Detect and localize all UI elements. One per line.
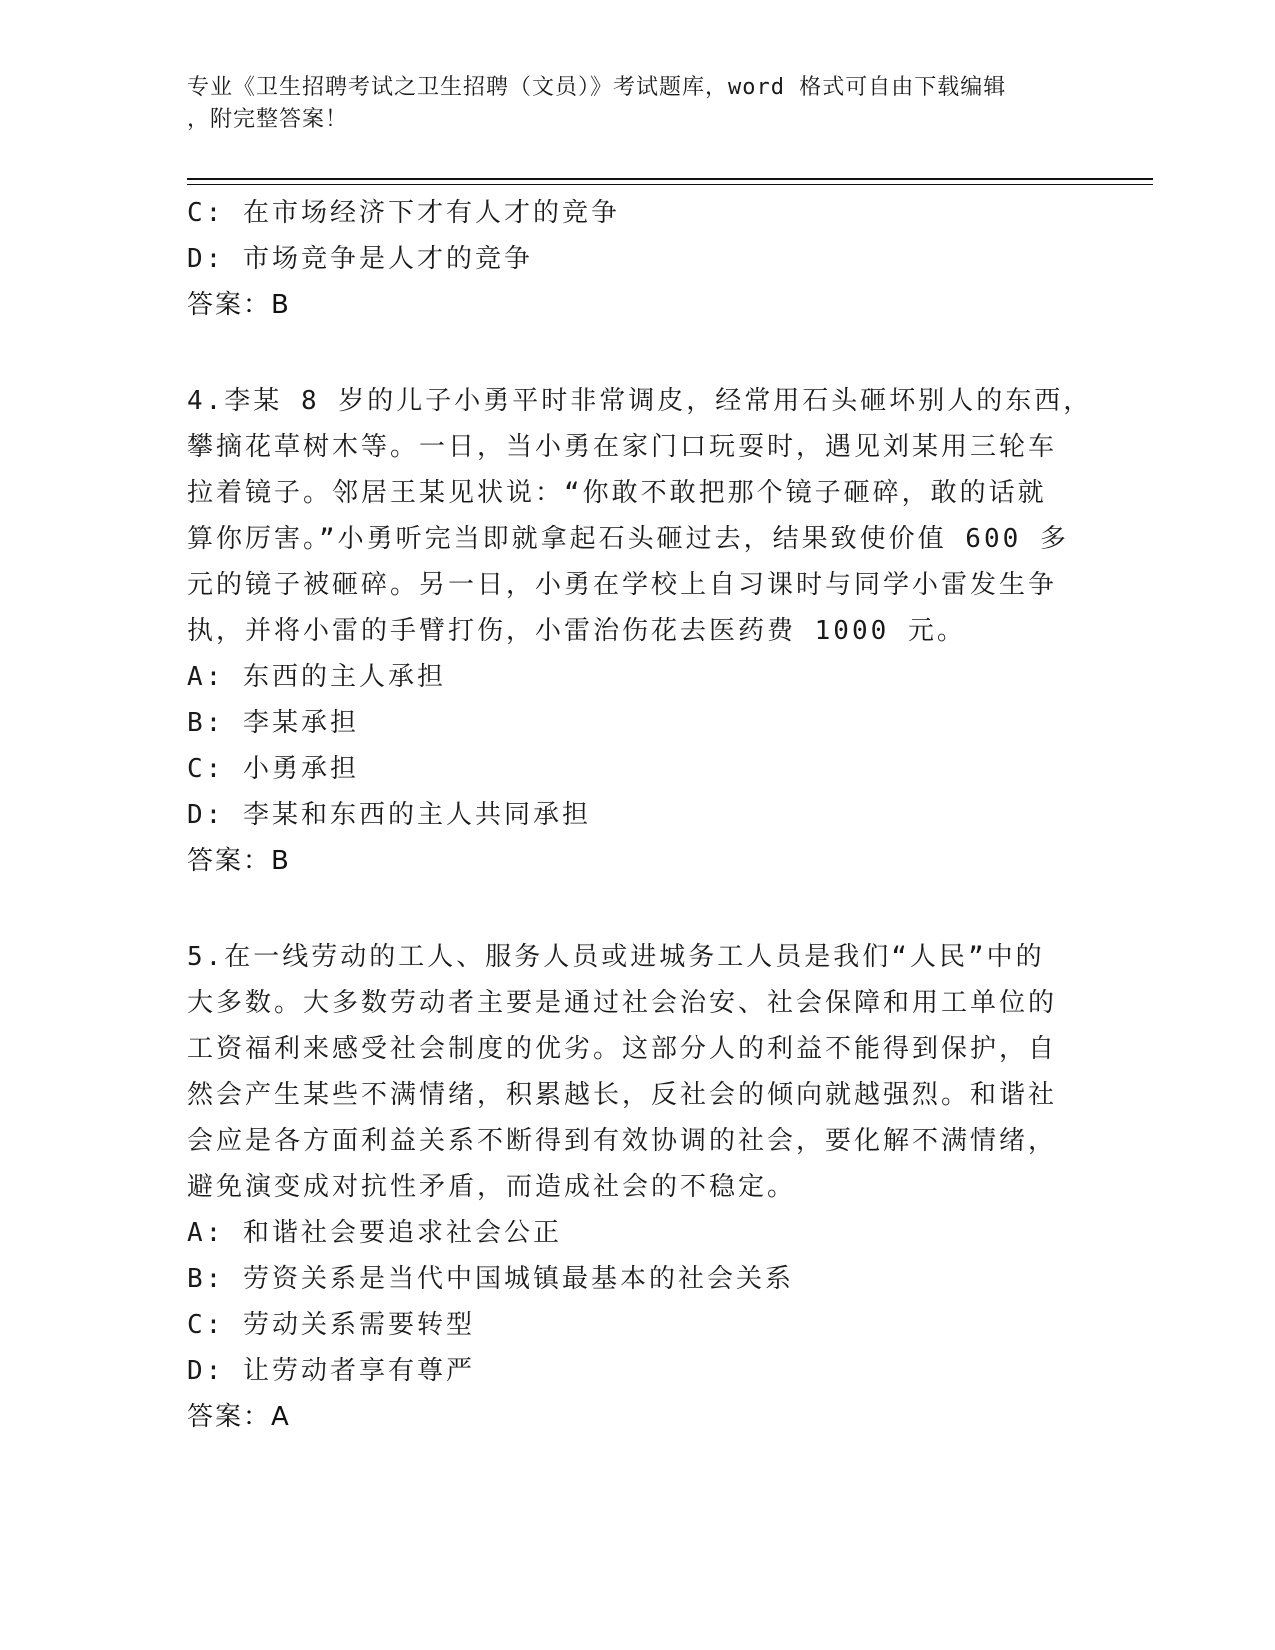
option-d: D: 市场竞争是人才的竞争 (187, 244, 533, 274)
header-divider-thin (187, 184, 1153, 185)
question-stem-line: 算你厉害。”小勇听完当即就拿起石头砸过去，结果致使价值 600 多 (187, 524, 1069, 554)
question-stem-line: 避免演变成对抗性矛盾，而造成社会的不稳定。 (187, 1172, 797, 1202)
option-b: B: 劳资关系是当代中国城镇最基本的社会关系 (187, 1264, 794, 1294)
header-line-2: ，附完整答案！ (187, 107, 349, 132)
option-c: C: 劳动关系需要转型 (187, 1310, 475, 1340)
question-stem-line: 5.在一线劳动的工人、服务人员或进城务工人员是我们“人民”中的 (187, 942, 1045, 972)
question-stem-line: 4.李某 8 岁的儿子小勇平时非常调皮，经常用石头砸坏别人的东西， (187, 386, 1093, 416)
header-line-1: 专业《卫生招聘考试之卫生招聘（文员）》考试题库，word 格式可自由下载编辑 (187, 75, 1007, 100)
document-header (187, 72, 1067, 136)
question-stem-line: 执，并将小雷的手臂打伤，小雷治伤花去医药费 1000 元。 (187, 616, 966, 646)
spacer (187, 328, 1067, 378)
header-divider-thick (187, 178, 1153, 180)
question-stem-line: 会应是各方面利益关系不断得到有效协调的社会，要化解不满情绪， (187, 1126, 1058, 1156)
spacer (187, 884, 1067, 934)
question-stem-line: 元的镜子被砸碎。另一日，小勇在学校上自习课时与同学小雷发生争 (187, 570, 1058, 600)
option-c: C: 小勇承担 (187, 754, 359, 784)
option-d: D: 李某和东西的主人共同承担 (187, 800, 591, 830)
option-b: B: 李某承担 (187, 708, 359, 738)
question-5 (187, 934, 1067, 1440)
option-a: A: 和谐社会要追求社会公正 (187, 1218, 562, 1248)
question-stem-line: 大多数。大多数劳动者主要是通过社会治安、社会保障和用工单位的 (187, 988, 1058, 1018)
option-c: C: 在市场经济下才有人才的竞争 (187, 198, 620, 228)
option-a: A: 东西的主人承担 (187, 662, 446, 692)
question-stem-line: 攀摘花草树木等。一日，当小勇在家门口玩耍时，遇见刘某用三轮车 (187, 432, 1058, 462)
question-4 (187, 378, 1093, 884)
question-stem-line: 拉着镜子。邻居王某见状说：“你敢不敢把那个镜子砸碎，敢的话就 (187, 478, 1047, 508)
question-3 (187, 190, 1067, 328)
answer-label: 答案：B (187, 290, 291, 320)
question-stem-line: 然会产生某些不满情绪，积累越长，反社会的倾向就越强烈。和谐社 (187, 1080, 1058, 1110)
answer-label: 答案：A (187, 1402, 291, 1432)
question-stem-line: 工资福利来感受社会制度的优劣。这部分人的利益不能得到保护，自 (187, 1034, 1058, 1064)
answer-label: 答案：B (187, 846, 291, 876)
question-content (187, 190, 1093, 1440)
option-d: D: 让劳动者享有尊严 (187, 1356, 475, 1386)
